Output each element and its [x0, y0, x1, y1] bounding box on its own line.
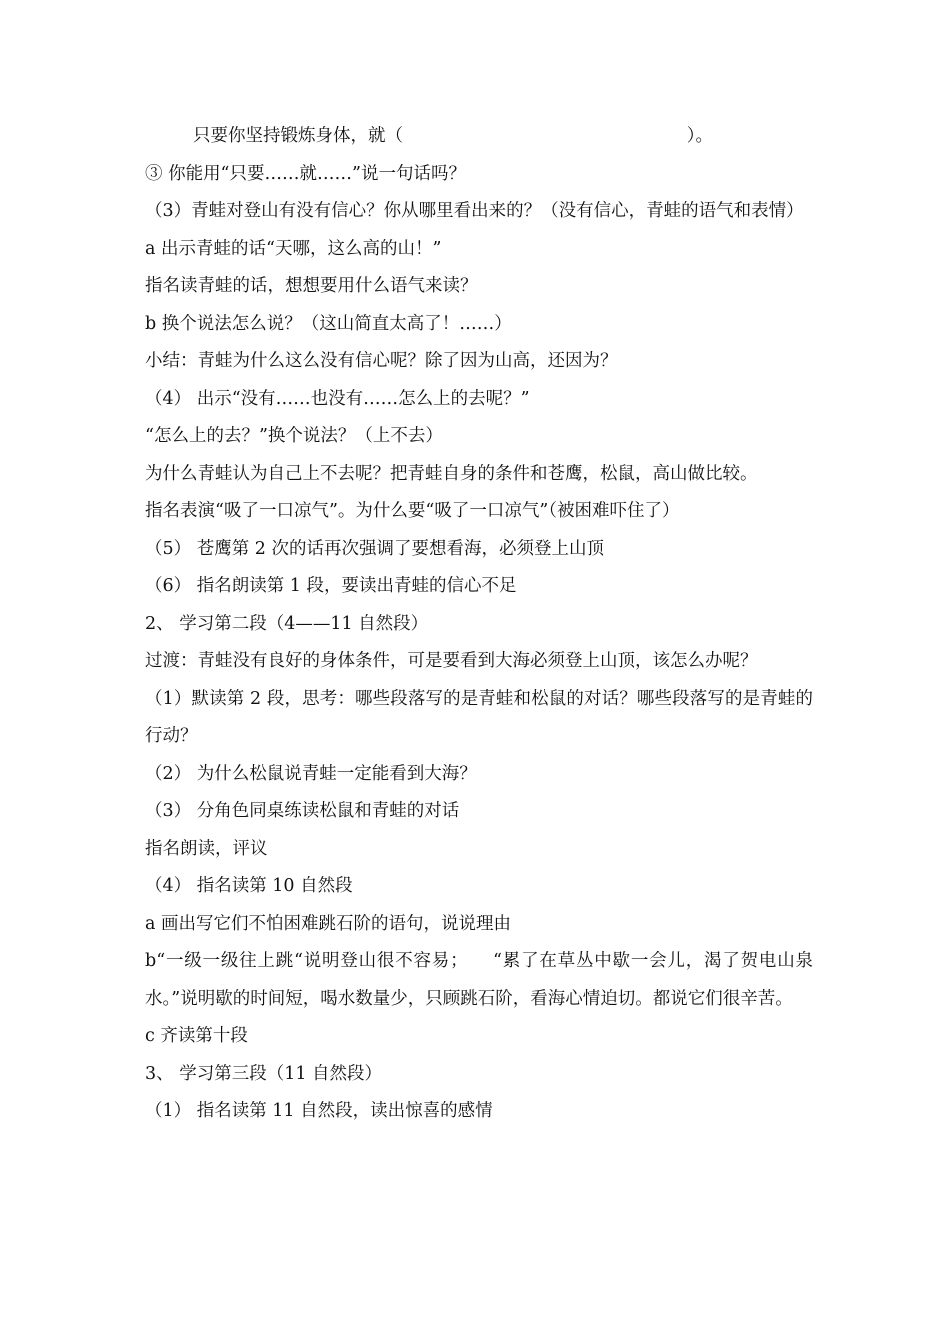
- paragraph: 指名朗读，评议: [145, 838, 268, 859]
- paragraph: b 换个说法怎么说？（这山简直太高了！……）: [145, 313, 512, 334]
- paragraph: a 画出写它们不怕困难跳石阶的语句，说说理由: [145, 913, 511, 934]
- paragraph: （6） 指名朗读第 1 段，要读出青蛙的信心不足: [145, 576, 517, 596]
- paragraph: （3）青蛙对登山有没有信心？你从哪里看出来的？（没有信心，青蛙的语气和表情）: [145, 201, 804, 221]
- paragraph: （2） 为什么松鼠说青蛙一定能看到大海？: [145, 763, 477, 784]
- section-heading: 3、 学习第三段（11 自然段）: [145, 1063, 383, 1084]
- paragraph: 指名表演“吸了一口凉气”。为什么要“吸了一口凉气”（被困难吓住了）: [145, 501, 680, 521]
- paragraph: b“一级一级往上跳“说明登山很不容易； “累了在草丛中歇一会儿，渴了贺电山泉水。”说明歇的时间短，喝水数量少，只顾跳石阶，看海心情迫切。都说它们很辛苦。: [145, 951, 813, 1009]
- paragraph: c 齐读第十段: [145, 1026, 248, 1046]
- paragraph: 指名读青蛙的话，想想要用什么语气来读？: [145, 276, 478, 296]
- paragraph: （5） 苍鹰第 2 次的话再次强调了要想看海，必须登上山顶: [145, 538, 604, 559]
- paragraph: （4） 出示“没有……也没有……怎么上的去呢？”: [145, 388, 530, 409]
- document-body: [145, 118, 813, 1131]
- paragraph: （1）默读第 2 段，思考：哪些段落写的是青蛙和松鼠的对话？哪些段落写的是青蛙的行动？: [145, 688, 813, 746]
- paragraph: “怎么上的去？”换个说法？（上不去）: [145, 426, 443, 446]
- paragraph: ③ 你能用“只要……就……”说一句话吗？: [145, 163, 466, 184]
- paragraph: 过渡：青蛙没有良好的身体条件，可是要看到大海必须登上山顶，该怎么办呢？: [145, 651, 758, 671]
- fill-blank-sentence: 只要你坚持锻炼身体，就（ ）。: [193, 126, 713, 146]
- section-heading: 2、 学习第二段（4——11 自然段）: [145, 613, 429, 634]
- paragraph: （3） 分角色同桌练读松鼠和青蛙的对话: [145, 801, 460, 821]
- paragraph: （4） 指名读第 10 自然段: [145, 876, 353, 896]
- paragraph: 为什么青蛙认为自己上不去呢？把青蛙自身的条件和苍鹰，松鼠，高山做比较。: [145, 463, 758, 484]
- paragraph: 小结：青蛙为什么这么没有信心呢？除了因为山高，还因为？: [145, 351, 618, 371]
- paragraph: （1） 指名读第 11 自然段，读出惊喜的感情: [145, 1101, 493, 1121]
- paragraph: a 出示青蛙的话“天哪，这么高的山！”: [145, 238, 442, 259]
